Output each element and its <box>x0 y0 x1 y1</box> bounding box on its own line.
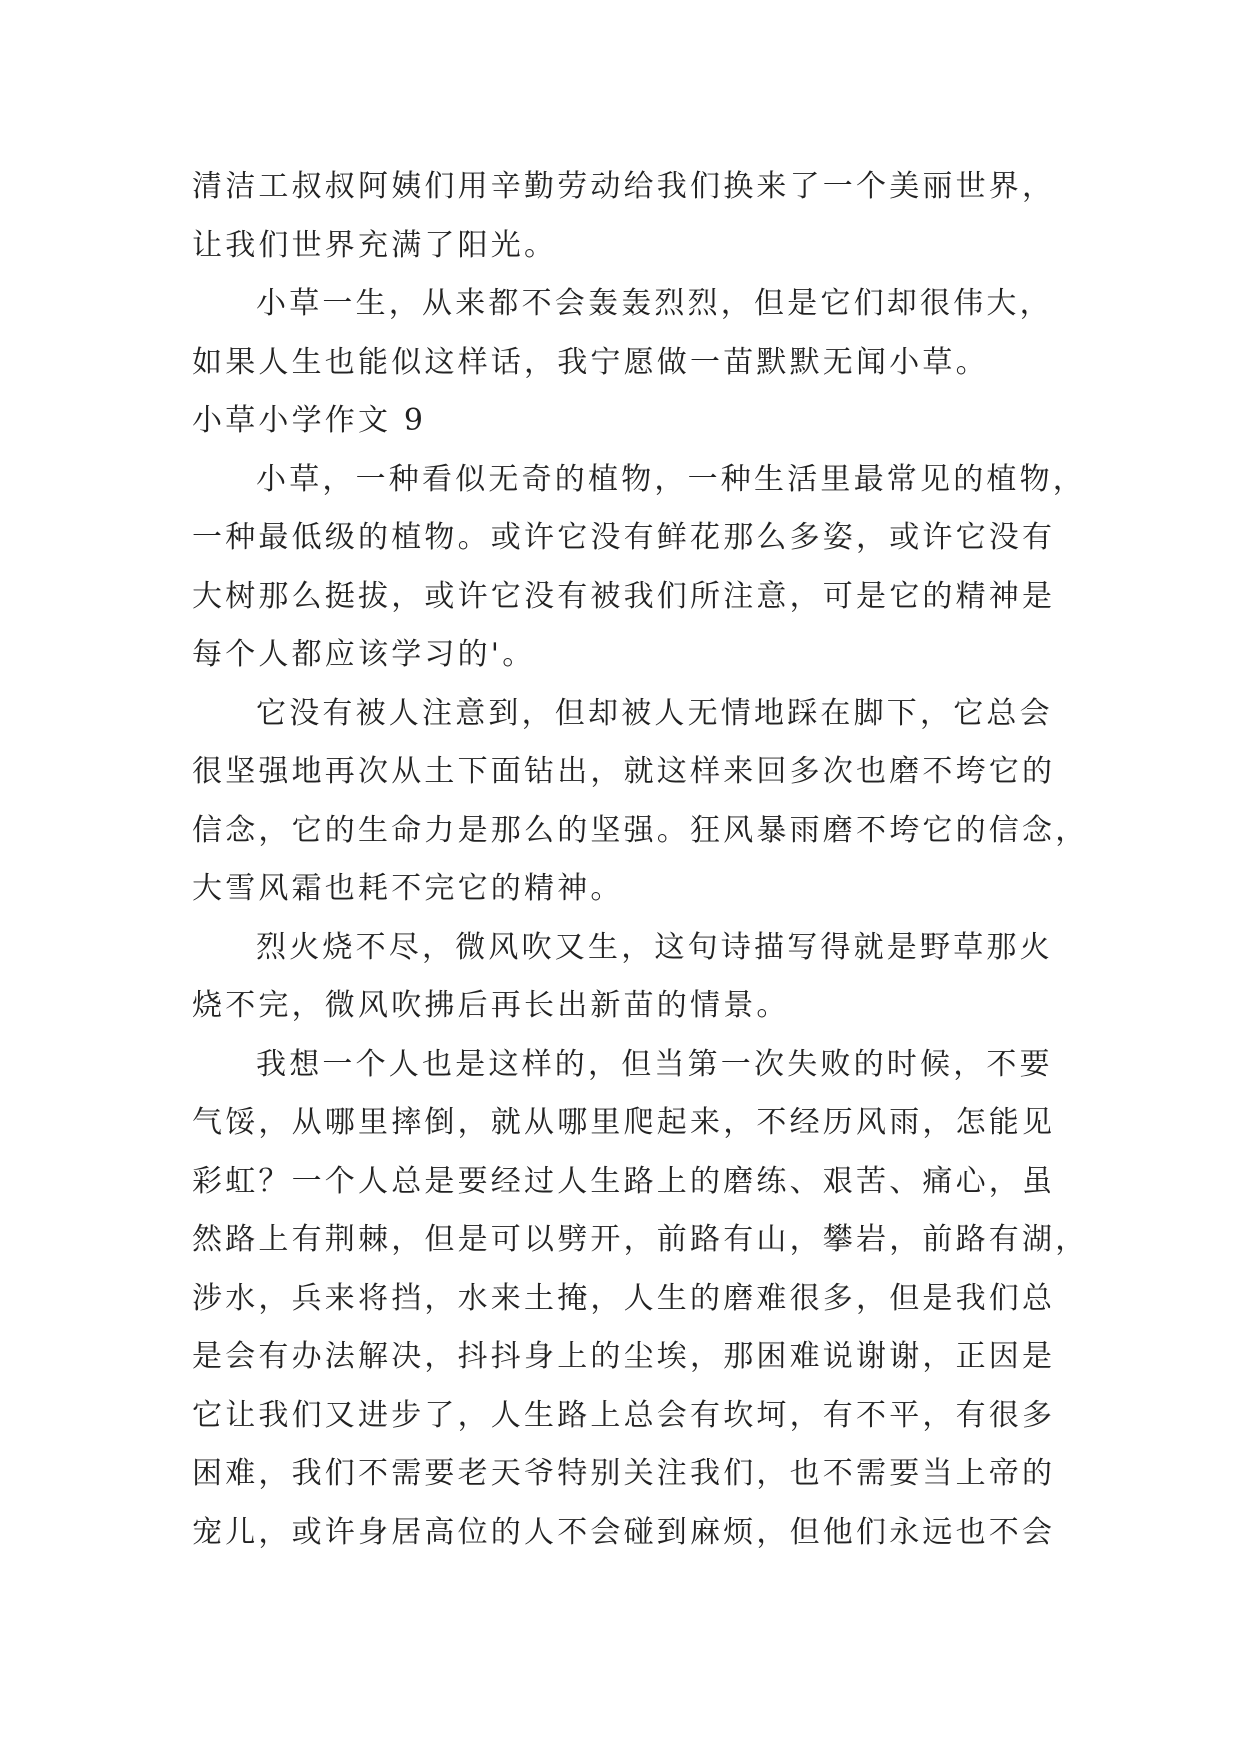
text-line: 清洁工叔叔阿姨们用辛勤劳动给我们换来了一个美丽世界， <box>192 169 1056 204</box>
text-line: 小草一生，从来都不会轰轰烈烈，但是它们却很伟大， <box>256 286 1053 321</box>
text-line: 很坚强地再次从土下面钻出，就这样来回多次也磨不垮它的 <box>192 754 1056 789</box>
section-heading <box>192 392 1052 451</box>
text-line: 一种最低级的植物。或许它没有鲜花那么多姿，或许它没有 <box>192 520 1056 555</box>
text-line: 烧不完，微风吹拂后再长出新苗的情景。 <box>192 988 790 1023</box>
text-line: 每个人都应该学习的'。 <box>192 637 536 672</box>
text-line: 小草小学作文 9 <box>192 403 427 438</box>
paragraph-grass-life <box>192 275 1052 392</box>
text-line: 涉水，兵来将挡，水来土掩，人生的磨难很多，但是我们总 <box>192 1280 1056 1316</box>
text-line: 如果人生也能似这样话，我宁愿做一苗默默无闻小草。 <box>192 344 989 380</box>
text-line: 让我们世界充满了阳光。 <box>192 227 558 263</box>
document-body <box>192 158 1089 1562</box>
text-line: 我想一个人也是这样的，但当第一次失败的时候，不要 <box>256 1046 1053 1082</box>
text-line: 气馁，从哪里摔倒，就从哪里爬起来，不经历风雨，怎能见 <box>192 1105 1056 1140</box>
text-line: 它没有被人注意到，但却被人无情地踩在脚下，它总会 <box>256 695 1053 731</box>
text-line: 它让我们又进步了，人生路上总会有坎坷，有不平，有很多 <box>192 1397 1056 1433</box>
text-line: 是会有办法解决，抖抖身上的尘埃，那困难说谢谢，正因是 <box>192 1339 1056 1374</box>
text-line: 大雪风霜也耗不完它的精神。 <box>192 871 624 906</box>
text-line: 小草，一种看似无奇的植物，一种生活里最常见的植物， <box>256 461 1086 497</box>
text-line: 彩虹？一个人总是要经过人生路上的磨练、艰苦、痛心，虽 <box>192 1163 1056 1199</box>
text-line: 烈火烧不尽，微风吹又生，这句诗描写得就是野草那火 <box>256 929 1053 965</box>
paragraph-ordinary-plant <box>192 451 1086 685</box>
text-line: 大树那么挺拔，或许它没有被我们所注意，可是它的精神是 <box>192 578 1056 614</box>
paragraph-perseverance <box>192 1036 1089 1563</box>
text-line: 然路上有荆棘，但是可以劈开，前路有山，攀岩，前路有湖， <box>192 1222 1089 1257</box>
text-line: 信念，它的生命力是那么的坚强。狂风暴雨磨不垮它的信念， <box>192 812 1089 848</box>
text-line: 困难，我们不需要老天爷特别关注我们，也不需要当上帝的 <box>192 1456 1056 1491</box>
paragraph-trampled <box>192 685 1089 919</box>
paragraph-poem <box>192 919 1052 1036</box>
text-line: 宠儿，或许身居高位的人不会碰到麻烦，但他们永远也不会 <box>192 1514 1056 1550</box>
paragraph-cleaners <box>192 158 1056 275</box>
